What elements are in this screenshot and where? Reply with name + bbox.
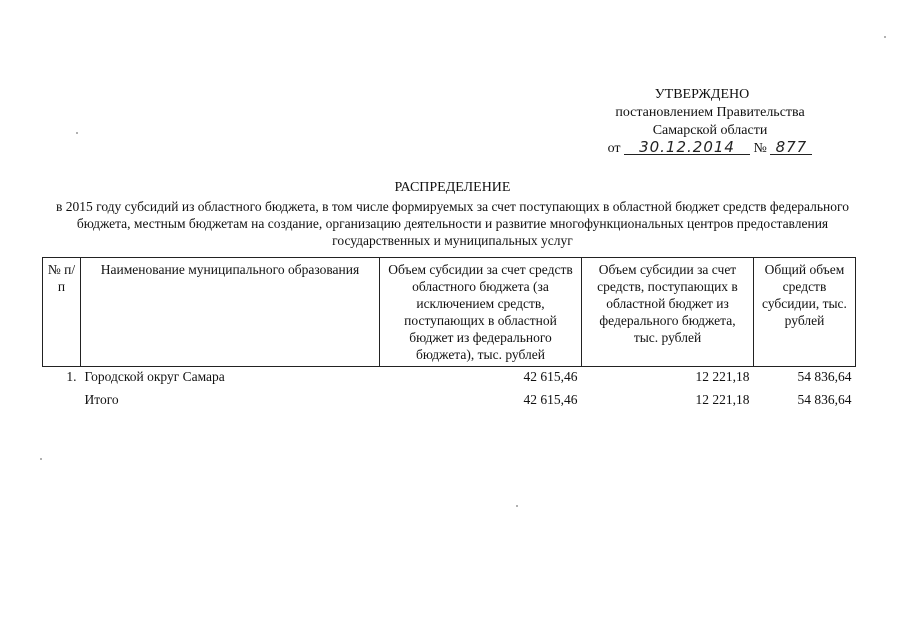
row-total-amount: 54 836,64 xyxy=(797,369,852,384)
row-federal-amount: 12 221,18 xyxy=(695,369,750,384)
approval-date-number-line xyxy=(560,140,860,158)
handwritten-date: 30.12.2014 xyxy=(624,140,750,155)
approval-region: Самарской области xyxy=(652,123,768,138)
from-label: от xyxy=(607,141,621,156)
table-total-row xyxy=(43,390,856,413)
distribution-table xyxy=(42,257,856,413)
approval-authority: постановлением Правительства xyxy=(615,105,805,120)
row-regional-amount: 42 615,46 xyxy=(523,369,578,384)
header-number: № п/п xyxy=(43,258,81,367)
approval-heading: УТВЕРЖДЕНО xyxy=(654,87,750,102)
number-label: № xyxy=(753,141,767,156)
table-header-row xyxy=(43,258,856,367)
row-number: 1. xyxy=(66,369,77,384)
row-municipality: Городской округ Самара xyxy=(84,369,225,384)
header-federal-budget: Объем субсидии за счет средств, поступающих в областной бюджет из федерального бюджета, тыс. рублей xyxy=(582,258,754,367)
header-regional-budget: Объем субсидии за счет средств областного бюджета (за исключением средств, поступающих в областной бюджет из федерального бюджета), тыс. рублей xyxy=(380,258,582,367)
total-federal-amount: 12 221,18 xyxy=(695,392,750,407)
total-regional-amount: 42 615,46 xyxy=(523,392,578,407)
document-subtitle: в 2015 году субсидий из областного бюджета, в том числе формируемых за счет поступающих в областной бюджет средств федерального бюджета, местным бюджетам на создание, организацию деятельности и развитие многофункциональных центров предоставления государственных и муниципальных услуг xyxy=(56,199,849,248)
header-total: Общий объем средств субсидии, тыс. рублей xyxy=(754,258,856,367)
scan-speck xyxy=(516,505,518,507)
approval-stamp xyxy=(560,86,860,158)
header-municipality: Наименование муниципального образования xyxy=(81,258,380,367)
scan-speck xyxy=(40,458,42,460)
table-row xyxy=(43,367,856,391)
total-label: Итого xyxy=(84,392,119,407)
document-title: РАСПРЕДЕЛЕНИЕ xyxy=(394,180,511,195)
scan-speck xyxy=(76,132,78,134)
total-row-number xyxy=(43,390,81,413)
scan-speck xyxy=(884,36,886,38)
total-amount: 54 836,64 xyxy=(797,392,852,407)
handwritten-number: 877 xyxy=(770,140,812,155)
